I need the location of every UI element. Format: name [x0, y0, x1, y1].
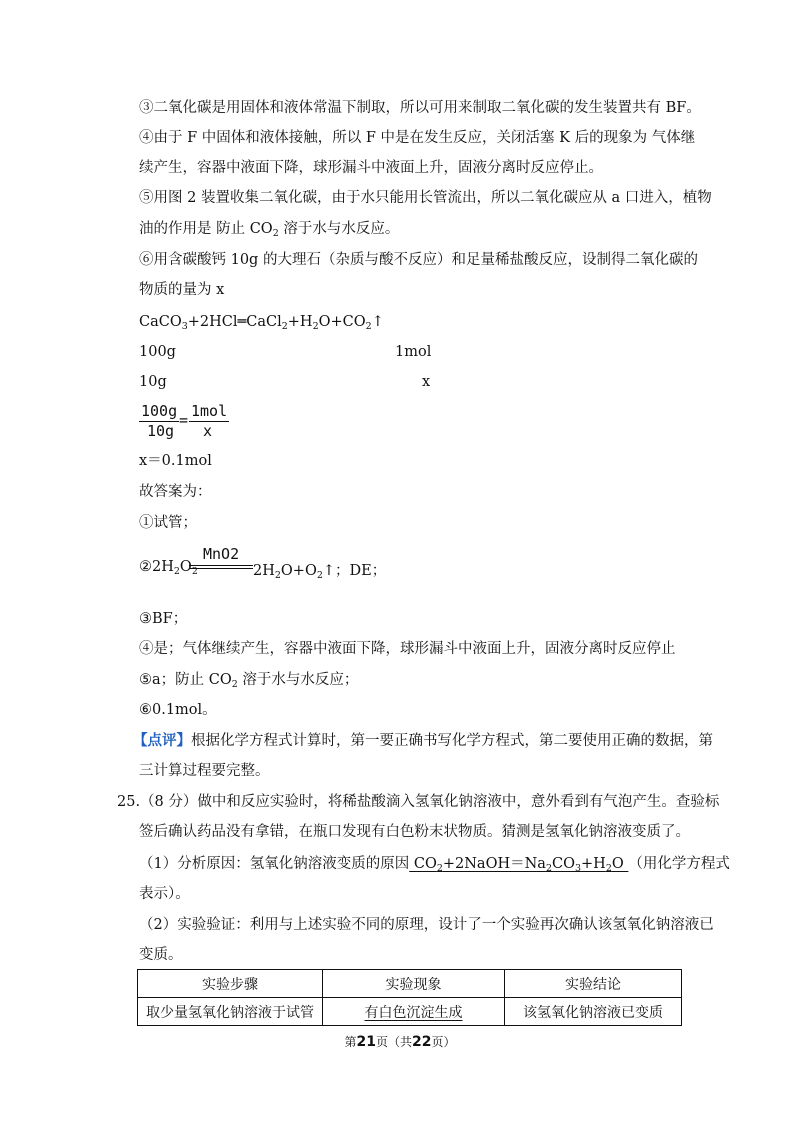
page-number: 21: [356, 1034, 376, 1050]
text-line: 物质的量为 x: [139, 282, 225, 298]
text-line: ③二氧化碳是用固体和液体常温下制取，所以可用来制取二氧化碳的发生装置共有 BF。: [139, 100, 701, 116]
text-line: 续产生，容器中液面下降，球形漏斗中液面上升，固液分离时反应停止。: [139, 160, 603, 176]
table-row: [138, 998, 682, 1026]
table-cell: 该氢氧化钠溶液已变质: [505, 998, 682, 1026]
comment-line: 【点评】根据化学方程式计算时，第一要正确书写化学方程式，第二要使用正确的数据，第: [133, 732, 713, 749]
text-line: 油的作用是 防止 $CO_2$ 溶于水与水反应。: [139, 221, 400, 239]
question-25-part1: （1）分析原因：氢氧化钠溶液变质的原因 $CO_2+2NaOH=Na_2CO_3+H_2O$ （用化学方程式: [139, 856, 730, 874]
question-25-line: 表示）。: [139, 886, 190, 902]
fraction-den-right: x: [203, 422, 213, 440]
ratio-left-2: 10g: [139, 374, 167, 390]
comment-line: 三计算过程要完整。: [139, 763, 270, 779]
answer-6: ⑥0.1mol。: [139, 702, 217, 718]
text-line: ⑤用图 2 装置收集二氧化碳，由于水只能用长管流出，所以二氧化碳应从 a 口进入，植物: [139, 190, 712, 206]
answer-2: MnO2 $②2H_2O_2$ $2H_2O+O_2↑$；DE；: [139, 545, 387, 581]
fraction-den-left: 10g: [147, 422, 175, 440]
table-header: 实验结论: [505, 970, 682, 998]
equation-bar: [189, 568, 253, 569]
catalyst-label: MnO2: [203, 545, 240, 563]
comment-tag: 【点评】: [133, 732, 191, 749]
answer-5: ⑤a；防止 $CO_2$ 溶于水与水反应；: [139, 672, 359, 690]
table-cell: 有白色沉淀生成: [323, 998, 505, 1026]
ratio-right-1: 1mol: [395, 344, 432, 360]
result-line: x＝0.1mol: [139, 453, 212, 469]
page-footer: 第21页（共22页）: [344, 1034, 456, 1050]
answer-heading: 故答案为：: [139, 484, 212, 500]
equation-bar: [189, 565, 253, 566]
table-header: 实验现象: [323, 970, 505, 998]
fraction-num-left: 100g: [141, 402, 178, 420]
question-25-line: 签后确认药品没有拿错，在瓶口发现有白色粉末状物质。猜测是氢氧化钠溶液变质了。: [139, 824, 690, 840]
fraction-num-right: 1mol: [191, 402, 228, 420]
text-line: ④由于 F 中固体和液体接触，所以 F 中是在发生反应，关闭活塞 K 后的现象为 气体继: [139, 130, 696, 146]
ratio-right-2: x: [422, 374, 431, 390]
answer-underlined: $CO_2+2NaOH=Na_2CO_3+H_2O$: [409, 856, 629, 874]
text-line: ⑥用含碳酸钙 10g 的大理石（杂质与酸不反应）和足量稀盐酸反应，设制得二氧化碳的: [139, 252, 698, 268]
question-25-line: 变质。: [139, 947, 183, 963]
table-cell: 取少量氢氧化钠溶液于试管: [138, 998, 323, 1026]
page-total: 22: [412, 1034, 432, 1050]
experiment-table: [137, 969, 682, 1026]
answer-4: ④是；气体继续产生，容器中液面下降，球形漏斗中液面上升，固液分离时反应停止: [139, 641, 676, 657]
answer-3: ③BF；: [139, 611, 188, 627]
fraction-equals: =: [179, 411, 189, 429]
reaction-equation: $CaCO_3+2HCl═CaCl_2+H_2O+CO_2↑$: [139, 314, 384, 332]
table-header: 实验步骤: [138, 970, 323, 998]
ratio-left-1: 100g: [139, 344, 176, 360]
table-header-row: [138, 970, 682, 998]
question-25-line: （2）实验验证：利用与上述实验不同的原理，设计了一个实验再次确认该氢氧化钠溶液已: [139, 917, 714, 933]
question-25-line: 25.（8 分）做中和反应实验时，将稀盐酸滴入氢氧化钠溶液中，意外看到有气泡产生。查验标: [117, 794, 720, 810]
answer-1: ①试管；: [139, 515, 197, 531]
